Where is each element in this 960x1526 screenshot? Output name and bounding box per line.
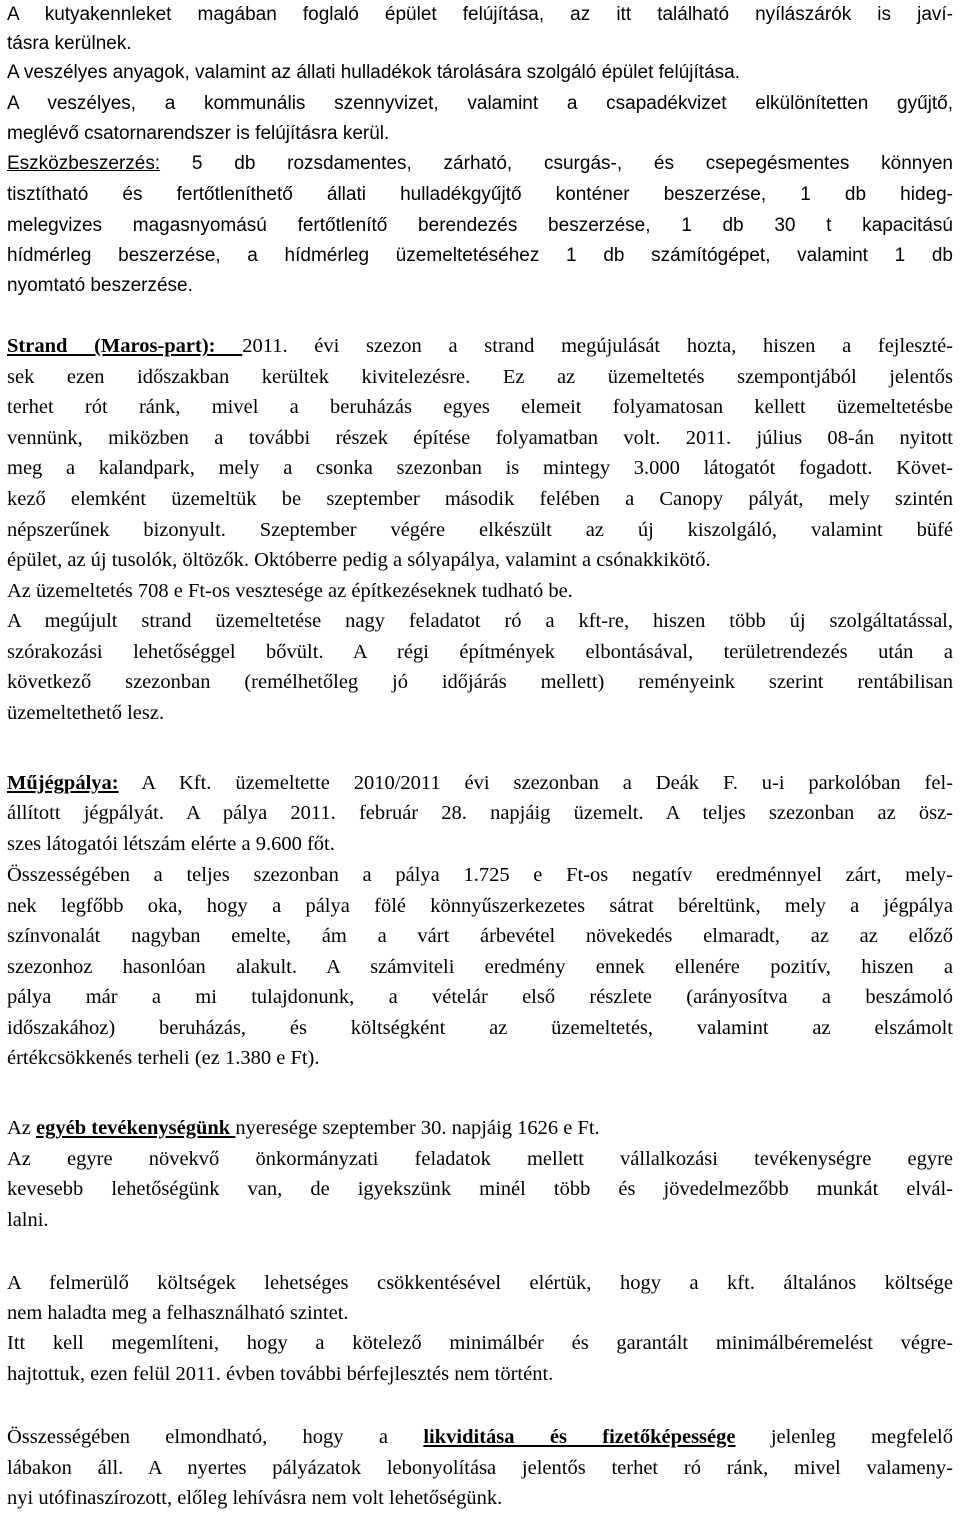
text-line: meglévő csatornarendszer is felújításra kerül.	[7, 123, 390, 144]
underlined-heading: Eszközbeszerzés:	[7, 153, 161, 174]
text-line: sek ezen időszakban kerültek kivitelezésre. Ez az üzemeltetés szempontjából jelentős	[7, 366, 953, 388]
text-line: állított jégpályát. A pálya 2011. február 28. napjáig üzemelt. A teljes szezonban az ösz-	[7, 802, 953, 824]
underlined-heading: Műjégpálya:	[7, 772, 119, 794]
text-line: időszakához) beruházás, és költségként az üzemeltetés, valamint az elszámolt	[7, 1017, 953, 1039]
underlined-heading: Strand (Maros-part):	[7, 335, 243, 357]
text-run: nyeresége szeptember 30. napjáig 1626 e Ft.	[235, 1117, 600, 1139]
text-line: Az üzemeltetés 708 e Ft-os vesztesége az építkezéseknek tudható be.	[7, 580, 573, 602]
text-line: üzemeltethető lesz.	[7, 702, 165, 724]
text-line: nyomtató beszerzése.	[7, 275, 193, 296]
text-line: melegvizes magasnyomású fertőtlenítő berendezés beszerzése, 1 db 30 t kapacitású	[7, 215, 953, 236]
text-run: A Kft. üzemeltette 2010/2011 évi szezonban a Deák F. u-i parkolóban fel-	[118, 772, 953, 794]
text-line	[7, 151, 953, 177]
text-line: A veszélyes, a kommunális szennyvizet, valamint a csapadékvizet elkülönítetten gyűjtő,	[7, 93, 953, 114]
text-line: Összességében a teljes szezonban a pálya 1.725 e Ft-os negatív eredménnyel zárt, mely-	[7, 864, 953, 886]
text-line: A veszélyes anyagok, valamint az állati hulladékok tárolására szolgáló épület felújítása.	[7, 62, 740, 83]
text-line: épület, az új tusolók, öltözők. Októberre pedig a sólyapálya, valamint a csónakkikötő.	[7, 549, 711, 571]
text-line: értékcsökkenés terheli (ez 1.380 e Ft).	[7, 1047, 320, 1069]
text-line: Itt kell megemlíteni, hogy a kötelező minimálbér és garantált minimálbéremelést végre-	[7, 1332, 953, 1354]
text-line: színvonalát nagyban emelte, ám a várt árbevétel növekedés elmaradt, az az előző	[7, 925, 953, 947]
text-run: 5 db rozsdamentes, zárható, csurgás-, és csepegésmentes könnyen	[160, 153, 953, 174]
text-line: A megújult strand üzemeltetése nagy feladatot ró a kft-re, hiszen több új szolgáltatással,	[7, 610, 953, 632]
text-line: vennünk, miközben a további részek építése folyamatban volt. 2011. július 08-án nyitott	[7, 427, 953, 449]
text-line: népszerűnek bizonyult. Szeptember végére elkészült az új kiszolgáló, valamint büfé	[7, 519, 953, 541]
text-line: hajtottuk, ezen felül 2011. évben további bérfejlesztés nem történt.	[7, 1363, 554, 1385]
text-line: Az egyre növekvő önkormányzati feladatok mellett vállalkozási tevékenységre egyre	[7, 1148, 953, 1170]
text-line	[7, 333, 953, 359]
text-line: szórakozási lehetőséggel bővült. A régi építmények elbontásával, területrendezés után a	[7, 641, 953, 663]
text-line	[7, 770, 953, 796]
text-line: tásra kerülnek.	[7, 33, 132, 54]
text-line: hídmérleg beszerzése, a hídmérleg üzemeltetéséhez 1 db számítógépet, valamint 1 db	[7, 245, 953, 266]
text-line: lalni.	[7, 1209, 49, 1231]
text-line: nek legfőbb oka, hogy a pálya fölé könnyűszerkezetes sátrat béreltünk, mely a jégpálya	[7, 895, 953, 917]
text-line: A felmerülő költségek lehetséges csökkentésével elértük, hogy a kft. általános költsége	[7, 1272, 953, 1294]
text-run: Az	[7, 1117, 37, 1139]
text-line: kező elemként üzemeltük be szeptember második felében a Canopy pályát, mely szintén	[7, 488, 953, 510]
text-line	[7, 1424, 953, 1450]
text-line: A kutyakennleket magában foglaló épület felújítása, az itt található nyílászárók is javí-	[7, 4, 953, 25]
text-run: 2011. évi szezon a strand megújulását hozta, hiszen a fejleszté-	[242, 335, 953, 357]
text-line: szezonhoz hasonlóan alakult. A számviteli eredmény ennek ellenére pozitív, hiszen a	[7, 956, 953, 978]
text-line: nem haladta meg a felhasználható szintet.	[7, 1302, 349, 1324]
underlined-heading: likviditása és fizetőképessége	[423, 1426, 736, 1448]
underlined-heading: egyéb tevékenységünk	[36, 1117, 236, 1139]
text-line: kevesebb lehetőségünk van, de igyekszünk minél több és jövedelmezőbb munkát elvál-	[7, 1178, 953, 1200]
text-line: pálya már a mi tulajdonunk, a vételár első részlete (arányosítva a beszámoló	[7, 986, 953, 1008]
text-line: tisztítható és fertőtleníthető állati hulladékgyűjtő konténer beszerzése, 1 db hideg-	[7, 184, 953, 205]
text-line: szes látogatói létszám elérte a 9.600 főt.	[7, 833, 335, 855]
text-line	[7, 1115, 953, 1141]
text-run: Összességében elmondható, hogy a	[7, 1426, 424, 1448]
text-line: nyi utófinaszírozott, előleg lehívásra nem volt lehetőségünk.	[7, 1487, 503, 1509]
text-line: következő szezonban (remélhetőleg jó időjárás mellett) reményeink szerint rentábilisan	[7, 671, 953, 693]
text-line: terhet rót ránk, mivel a beruházás egyes elemeit folyamatosan kellett üzemeltetésbe	[7, 396, 953, 418]
text-run: jelenleg megfelelő	[735, 1426, 954, 1448]
text-line: lábakon áll. A nyertes pályázatok lebonyolítása jelentős terhet ró ránk, mivel valameny-	[7, 1457, 953, 1479]
text-line: meg a kalandpark, mely a csonka szezonban is mintegy 3.000 látogatót fogadott. Követ-	[7, 457, 953, 479]
